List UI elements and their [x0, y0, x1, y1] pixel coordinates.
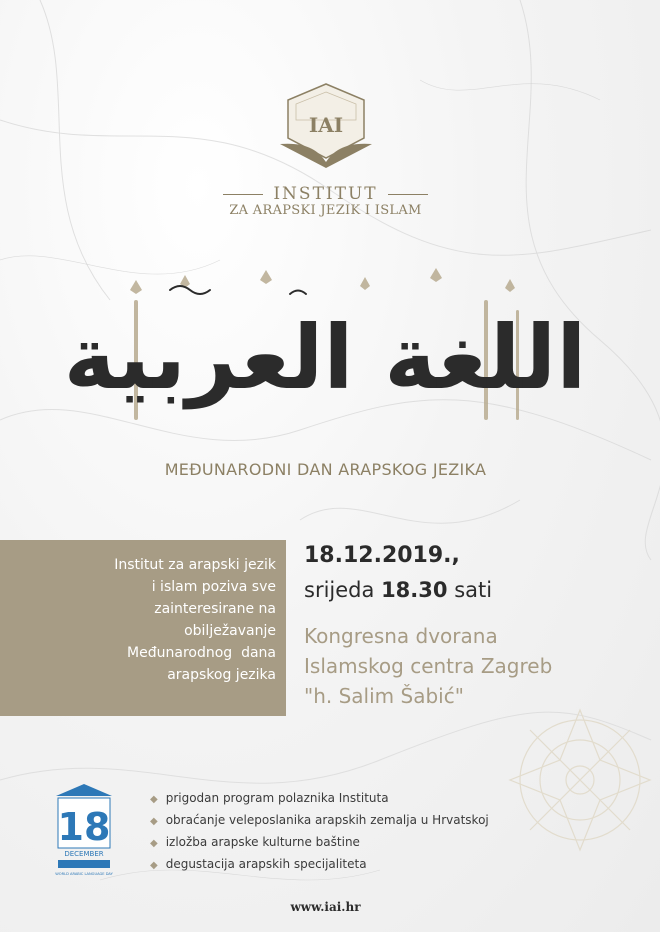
event-day: srijeda	[304, 578, 375, 602]
list-item-text: degustacija arapskih specijaliteta	[165, 857, 367, 871]
invitation-line: Institut za arapski jezik	[114, 557, 276, 573]
venue-line: Islamskog centra Zagreb	[304, 654, 553, 678]
logo-monogram: IAI	[308, 113, 344, 137]
event-subtitle: MEĐUNARODNI DAN ARAPSKOG JEZIKA	[164, 460, 487, 479]
list-item-text: obraćanje veleposlanika arapskih zemalja u Hrvatskoj	[165, 813, 489, 827]
institute-line1: INSTITUT	[273, 184, 378, 204]
badge-number: 18	[57, 805, 111, 849]
list-item	[150, 810, 489, 832]
institute-name	[0, 184, 651, 204]
arabic-calligraphy	[63, 270, 587, 440]
venue-line: "h. Salim Šabić"	[304, 684, 464, 708]
venue-line: Kongresna dvorana	[304, 624, 498, 648]
list-item	[150, 788, 489, 810]
institute-logo	[276, 80, 376, 170]
list-item	[150, 832, 489, 854]
invitation-line: zainteresirane na	[154, 601, 276, 617]
invitation-line: i islam poziva sve	[151, 579, 276, 595]
website-link[interactable]: www.iai.hr	[290, 900, 361, 914]
invitation-box	[0, 540, 286, 716]
calligraphy-text: اللغة العربية	[63, 306, 587, 409]
event-hour: 18.30	[381, 578, 448, 602]
event-date: 18.12.2019.,	[304, 543, 460, 568]
list-item	[150, 854, 489, 876]
badge-caption: WORLD ARABIC LANGUAGE DAY	[55, 872, 113, 876]
geometric-ornament	[490, 680, 660, 880]
institute-line2: ZA ARAPSKI JEZIK I ISLAM	[229, 203, 422, 218]
invitation-line: Međunarodnog dana	[127, 645, 276, 661]
rule-left	[223, 194, 263, 195]
diamond-bullet-icon: ◆	[150, 794, 158, 805]
diamond-bullet-icon: ◆	[150, 860, 158, 871]
diamond-bullet-icon: ◆	[150, 816, 158, 827]
rule-right	[388, 194, 428, 195]
event-time-suffix: sati	[454, 578, 493, 602]
event-time	[304, 578, 492, 602]
list-item-text: izložba arapske kulturne baštine	[165, 835, 360, 849]
arabic-language-day-badge	[52, 782, 116, 878]
badge-month: DECEMBER	[64, 850, 104, 858]
list-item-text: prigodan program polaznika Instituta	[165, 791, 389, 805]
diamond-bullet-icon: ◆	[150, 838, 158, 849]
invitation-line: arapskog jezika	[167, 667, 276, 683]
program-list	[150, 788, 489, 876]
invitation-line: obilježavanje	[184, 623, 276, 639]
